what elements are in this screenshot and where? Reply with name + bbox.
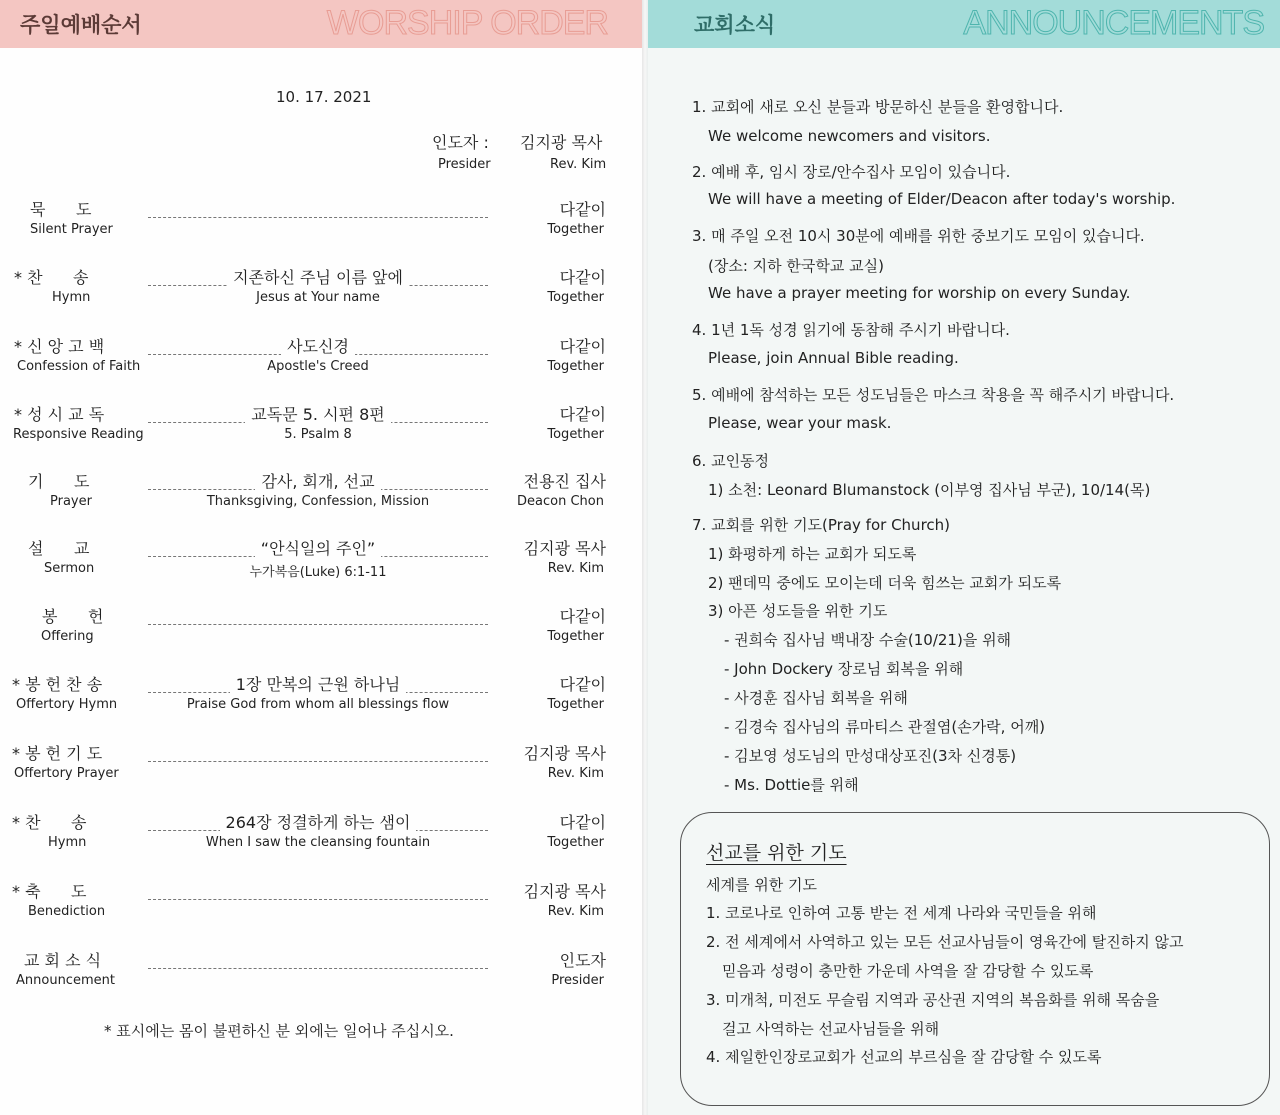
worship-item xyxy=(0,197,642,257)
announcement-line: We will have a meeting of Elder/Deacon after today's worship. xyxy=(708,190,1176,208)
mission-prayer-line: 세계를 위한 기도 xyxy=(706,876,817,894)
worship-item-content-ko xyxy=(148,672,488,694)
worship-item-content-text: 감사, 회개, 선교 xyxy=(255,472,380,491)
announcement-line: 1) 소천: Leonard Blumanstock (이부영 집사님 부군), 10/14(목) xyxy=(708,481,1151,499)
dotted-leader xyxy=(148,948,488,969)
worship-item-leader-en: Presider xyxy=(551,973,604,988)
worship-item-leader-en: Rev. Kim xyxy=(547,766,604,781)
worship-item-content-ko xyxy=(148,265,488,287)
worship-item-leader-ko: 다같이 xyxy=(559,337,606,356)
worship-item-leader-en: Rev. Kim xyxy=(547,904,604,919)
worship-item-content-en: 누가복음(Luke) 6:1-11 xyxy=(249,565,387,580)
announcements-header-band xyxy=(648,0,1280,48)
mission-prayer-line: 2. 전 세계에서 사역하고 있는 모든 선교사님들이 영육간에 탈진하지 않고 xyxy=(706,933,1184,951)
worship-item-leader-en: Together xyxy=(547,697,604,712)
announcement-line: - 권희숙 집사님 백내장 수술(10/21)을 위해 xyxy=(724,631,1012,649)
worship-item xyxy=(0,741,642,801)
worship-item xyxy=(0,604,642,664)
announcement-line: - 사경훈 집사님 회복을 위해 xyxy=(724,689,908,707)
announcement-line: 2. 예배 후, 임시 장로/안수집사 모임이 있습니다. xyxy=(692,163,1011,181)
worship-item-leader-ko: 다같이 xyxy=(559,268,606,287)
worship-item-content-text: 교독문 5. 시편 8편 xyxy=(245,405,390,424)
worship-item xyxy=(0,672,642,732)
worship-item xyxy=(0,810,642,870)
worship-item xyxy=(0,402,642,462)
presider-label-ko: 인도자 : xyxy=(432,133,489,152)
announcement-line: - John Dockery 장로님 회복을 위해 xyxy=(724,660,964,678)
announcement-line: 4. 1년 1독 성경 읽기에 동참해 주시기 바랍니다. xyxy=(692,321,1010,339)
announcement-line: (장소: 지하 한국학교 교실) xyxy=(708,257,884,275)
worship-item-name-ko: 기 도 xyxy=(28,472,90,491)
worship-item-name-ko: * 성 시 교 독 xyxy=(14,405,105,424)
worship-item-name-ko: 설 교 xyxy=(28,539,90,558)
worship-item-name-en: Silent Prayer xyxy=(30,222,113,237)
announcement-line: 6. 교인동정 xyxy=(692,452,770,470)
worship-item-leader-en: Together xyxy=(547,359,604,374)
worship-item-content-text: 사도신경 xyxy=(281,337,355,356)
announcement-line: We welcome newcomers and visitors. xyxy=(708,127,991,145)
announcement-line: 5. 예배에 참석하는 모든 성도님들은 마스크 착용을 꼭 해주시기 바랍니다. xyxy=(692,386,1175,404)
worship-item-content-en: Thanksgiving, Confession, Mission xyxy=(206,494,430,509)
worship-item-leader-ko: 김지광 목사 xyxy=(523,539,606,558)
worship-item-name-en: Responsive Reading xyxy=(13,427,144,442)
announcements-title-ko: 교회소식 xyxy=(694,13,776,37)
worship-date: 10. 17. 2021 xyxy=(276,88,372,106)
announcement-line: - 김보영 성도님의 만성대상포진(3차 신경통) xyxy=(724,747,1017,765)
worship-item-name-en: Offertory Prayer xyxy=(14,766,119,781)
announcement-line: 7. 교회를 위한 기도(Pray for Church) xyxy=(692,516,951,534)
worship-item-name-ko: 봉 헌 xyxy=(42,607,104,626)
worship-item-name-en: Hymn xyxy=(48,835,87,850)
worship-item xyxy=(0,265,642,325)
worship-item-content-en: Praise God from whom all blessings flow xyxy=(186,697,450,712)
worship-item-content-text: 지존하신 주님 이름 앞에 xyxy=(227,268,409,287)
worship-item-name-ko: * 신 앙 고 백 xyxy=(14,337,105,356)
worship-item xyxy=(0,334,642,394)
worship-item-content-ko xyxy=(148,402,488,424)
announcement-line: 3) 아픈 성도들을 위한 기도 xyxy=(708,602,888,620)
worship-item-leader-en: Deacon Chon xyxy=(517,494,604,509)
announcement-line: Please, join Annual Bible reading. xyxy=(708,349,959,367)
worship-item-content-en: 5. Psalm 8 xyxy=(284,427,352,442)
worship-item xyxy=(0,536,642,596)
mission-prayer-line: 걸고 사역하는 선교사님들을 위해 xyxy=(722,1020,940,1038)
worship-item-content-text: 264장 정결하게 하는 샘이 xyxy=(220,813,417,832)
announcement-line: 2) 팬데믹 중에도 모이는데 더욱 힘쓰는 교회가 되도록 xyxy=(708,574,1062,592)
announcements-title-en: ANNOUNCEMENTS xyxy=(963,4,1264,42)
announcement-line: We have a prayer meeting for worship on every Sunday. xyxy=(708,284,1131,302)
worship-item-leader-ko: 인도자 xyxy=(559,951,606,970)
mission-prayer-title: 선교를 위한 기도 xyxy=(706,842,847,864)
dotted-leader xyxy=(148,741,488,762)
worship-item-content-en: When I saw the cleansing fountain xyxy=(205,835,431,850)
worship-item-leader-ko: 다같이 xyxy=(559,200,606,219)
worship-item-leader-en: Together xyxy=(547,427,604,442)
announcement-line: 1) 화평하게 하는 교회가 되도록 xyxy=(708,545,917,563)
worship-item-name-en: Sermon xyxy=(44,561,95,576)
worship-item-leader-en: Together xyxy=(547,222,604,237)
worship-item-content-en: Apostle's Creed xyxy=(267,359,369,374)
worship-item-content-text: “안식일의 주인” xyxy=(255,539,381,558)
worship-item-name-en: Benediction xyxy=(28,904,106,919)
standing-footnote: * 표시에는 몸이 불편하신 분 외에는 일어나 주십시오. xyxy=(104,1022,454,1040)
announcement-line: 1. 교회에 새로 오신 분들과 방문하신 분들을 환영합니다. xyxy=(692,98,1064,116)
dotted-leader xyxy=(148,197,488,218)
worship-item-name-ko: 교 회 소 식 xyxy=(24,951,102,970)
worship-item-name-en: Hymn xyxy=(52,290,91,305)
mission-prayer-line: 3. 미개척, 미전도 무슬림 지역과 공산권 지역의 복음화를 위해 목숨을 xyxy=(706,991,1160,1009)
presider-name-en: Rev. Kim xyxy=(550,157,607,172)
worship-header-band xyxy=(0,0,642,48)
worship-item xyxy=(0,948,642,1008)
worship-item-leader-en: Together xyxy=(547,629,604,644)
worship-item-name-en: Offering xyxy=(41,629,94,644)
presider-name-ko: 김지광 목사 xyxy=(520,133,603,152)
worship-item-name-ko: * 찬 송 xyxy=(12,813,87,832)
announcement-line: - 김경숙 집사님의 류마티스 관절염(손가락, 어깨) xyxy=(724,718,1046,736)
mission-prayer-line: 믿음과 성령이 충만한 가운데 사역을 잘 감당할 수 있도록 xyxy=(722,962,1094,980)
worship-item-leader-ko: 다같이 xyxy=(559,813,606,832)
worship-item-name-ko: * 찬 송 xyxy=(14,268,89,287)
dotted-leader xyxy=(148,604,488,625)
mission-prayer-line: 4. 제일한인장로교회가 선교의 부르심을 잘 감당할 수 있도록 xyxy=(706,1048,1102,1066)
worship-item-leader-ko: 김지광 목사 xyxy=(523,744,606,763)
worship-item-name-ko: 묵 도 xyxy=(30,200,92,219)
announcement-line: - Ms. Dottie를 위해 xyxy=(724,776,859,794)
worship-item-leader-ko: 다같이 xyxy=(559,607,606,626)
worship-item-leader-ko: 김지광 목사 xyxy=(523,882,606,901)
worship-item-content-ko xyxy=(148,810,488,832)
worship-item-leader-ko: 다같이 xyxy=(559,405,606,424)
worship-item-name-ko: * 봉 헌 찬 송 xyxy=(12,675,103,694)
worship-item-name-ko: * 축 도 xyxy=(12,882,87,901)
worship-item-content-ko xyxy=(148,334,488,356)
worship-item-content-ko xyxy=(148,536,488,558)
announcement-line: 3. 매 주일 오전 10시 30분에 예배를 위한 중보기도 모임이 있습니다. xyxy=(692,227,1145,245)
worship-item-leader-ko: 다같이 xyxy=(559,675,606,694)
worship-item-name-en: Confession of Faith xyxy=(17,359,141,374)
worship-item-content-en: Jesus at Your name xyxy=(256,290,380,305)
worship-item-content-ko xyxy=(148,469,488,491)
worship-item-content-text: 1장 만복의 근원 하나님 xyxy=(230,675,407,694)
dotted-leader xyxy=(148,879,488,900)
worship-item xyxy=(0,879,642,939)
worship-title-en: WORSHIP ORDER xyxy=(326,4,608,42)
worship-item xyxy=(0,469,642,529)
worship-item-name-ko: * 봉 헌 기 도 xyxy=(12,744,103,763)
worship-item-name-en: Offertory Hymn xyxy=(16,697,118,712)
presider-label-en: Presider xyxy=(438,157,491,172)
worship-item-leader-en: Rev. Kim xyxy=(547,561,604,576)
worship-item-leader-ko: 전용진 집사 xyxy=(523,472,606,491)
worship-item-leader-en: Together xyxy=(547,835,604,850)
announcement-line: Please, wear your mask. xyxy=(708,414,892,432)
worship-item-name-en: Prayer xyxy=(50,494,92,509)
mission-prayer-line: 1. 코로나로 인하여 고통 받는 전 세계 나라와 국민들을 위해 xyxy=(706,904,1097,922)
worship-item-leader-en: Together xyxy=(547,290,604,305)
worship-title-ko: 주일예배순서 xyxy=(20,13,142,37)
worship-item-name-en: Announcement xyxy=(16,973,115,988)
